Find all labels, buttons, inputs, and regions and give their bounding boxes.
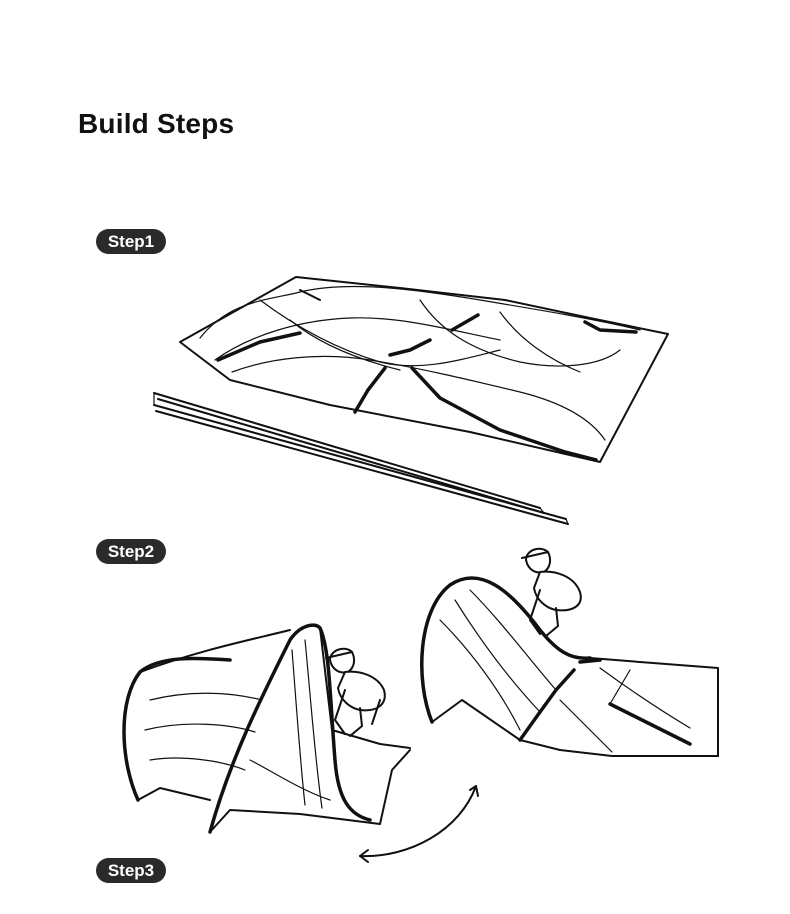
step-2-badge: Step2 [96,539,166,564]
tent-raising-left-icon [124,625,410,832]
step-3-badge: Step3 [96,858,166,883]
person-right-icon [522,549,581,636]
step-1-badge: Step1 [96,229,166,254]
person-left-icon [326,649,385,736]
page-title: Build Steps [78,108,235,139]
